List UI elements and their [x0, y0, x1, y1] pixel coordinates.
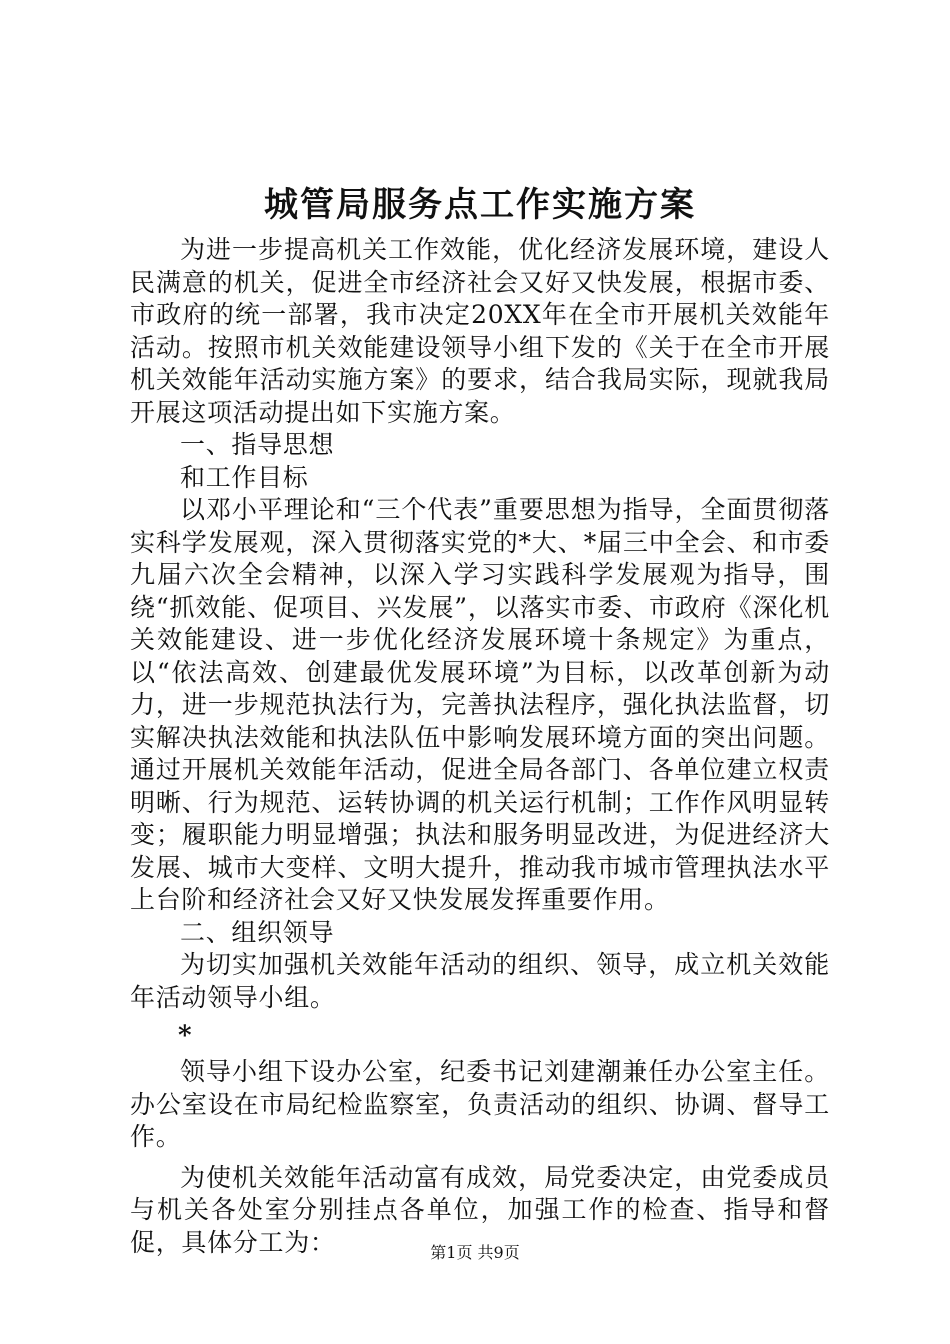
page-footer: 第1页 共9页 — [430, 1243, 520, 1262]
document-page — [130, 180, 830, 1259]
paragraph-office: 领导小组下设办公室，纪委书记刘建潮兼任办公室主任。办公室设在市局纪检监察室，负责活动的组织、协调、督导工作。 — [130, 1057, 830, 1151]
document-title: 城管局服务点工作实施方案 — [264, 185, 696, 225]
paragraph-division: 为使机关效能年活动富有成效，局党委决定，由党委成员与机关各处室分别挂点各单位，加强工作的检查、指导和督促，具体分工为： — [130, 1162, 830, 1257]
asterisk-marker: * — [178, 1021, 192, 1051]
paragraph-guiding-thought: 以邓小平理论和“三个代表”重要思想为指导，全面贯彻落实科学发展观，深入贯彻落实党的*大、*届三中全会、和市委九届六次全会精神，以深入学习实践科学发展观为指导，围绕“抓效能、促项目、兴发展”，以落实市委、市政府《深化机关效能建设、进一步优化经济发展环境十条规定》为重点，以“依法高效、创建最优发展环境”为目标，以改革创新为动力，进一步规范执法行为，完善执法程序，强化执法监督，切实解决执法效能和执法队伍中影响发展环境方面的突出问题。通过开展机关效能年活动，促进全局各部门、各单位建立权责明晰、行为规范、运转协调的机关运行机制；工作作风明显转变；履职能力明显增强；执法和服务明显改进，为促进经济大发展、城市大变样、文明大提升，推动我市城市管理执法水平上台阶和经济社会又好又快发展发挥重要作用。 — [130, 495, 830, 914]
section-heading-2: 二、组织领导 — [180, 917, 335, 947]
paragraph-gap — [130, 1154, 830, 1162]
paragraph-organization: 为切实加强机关效能年活动的组织、领导，成立机关效能年活动领导小组。 — [130, 950, 830, 1012]
paragraph-intro: 为进一步提高机关工作效能，优化经济发展环境，建设人民满意的机关，促进全市经济社会又好又快发展，根据市委、市政府的统一部署，我市决定20XX年在全市开展机关效能年活动。按照市机关效能建设领导小组下发的《关于在全市开展机关效能年活动实施方案》的要求，结合我局实际，现就我局开展这项活动提出如下实施方案。 — [130, 235, 830, 427]
section-heading-1: 一、指导思想 — [180, 430, 335, 459]
section-heading-1-continued: 和工作目标 — [180, 462, 309, 492]
